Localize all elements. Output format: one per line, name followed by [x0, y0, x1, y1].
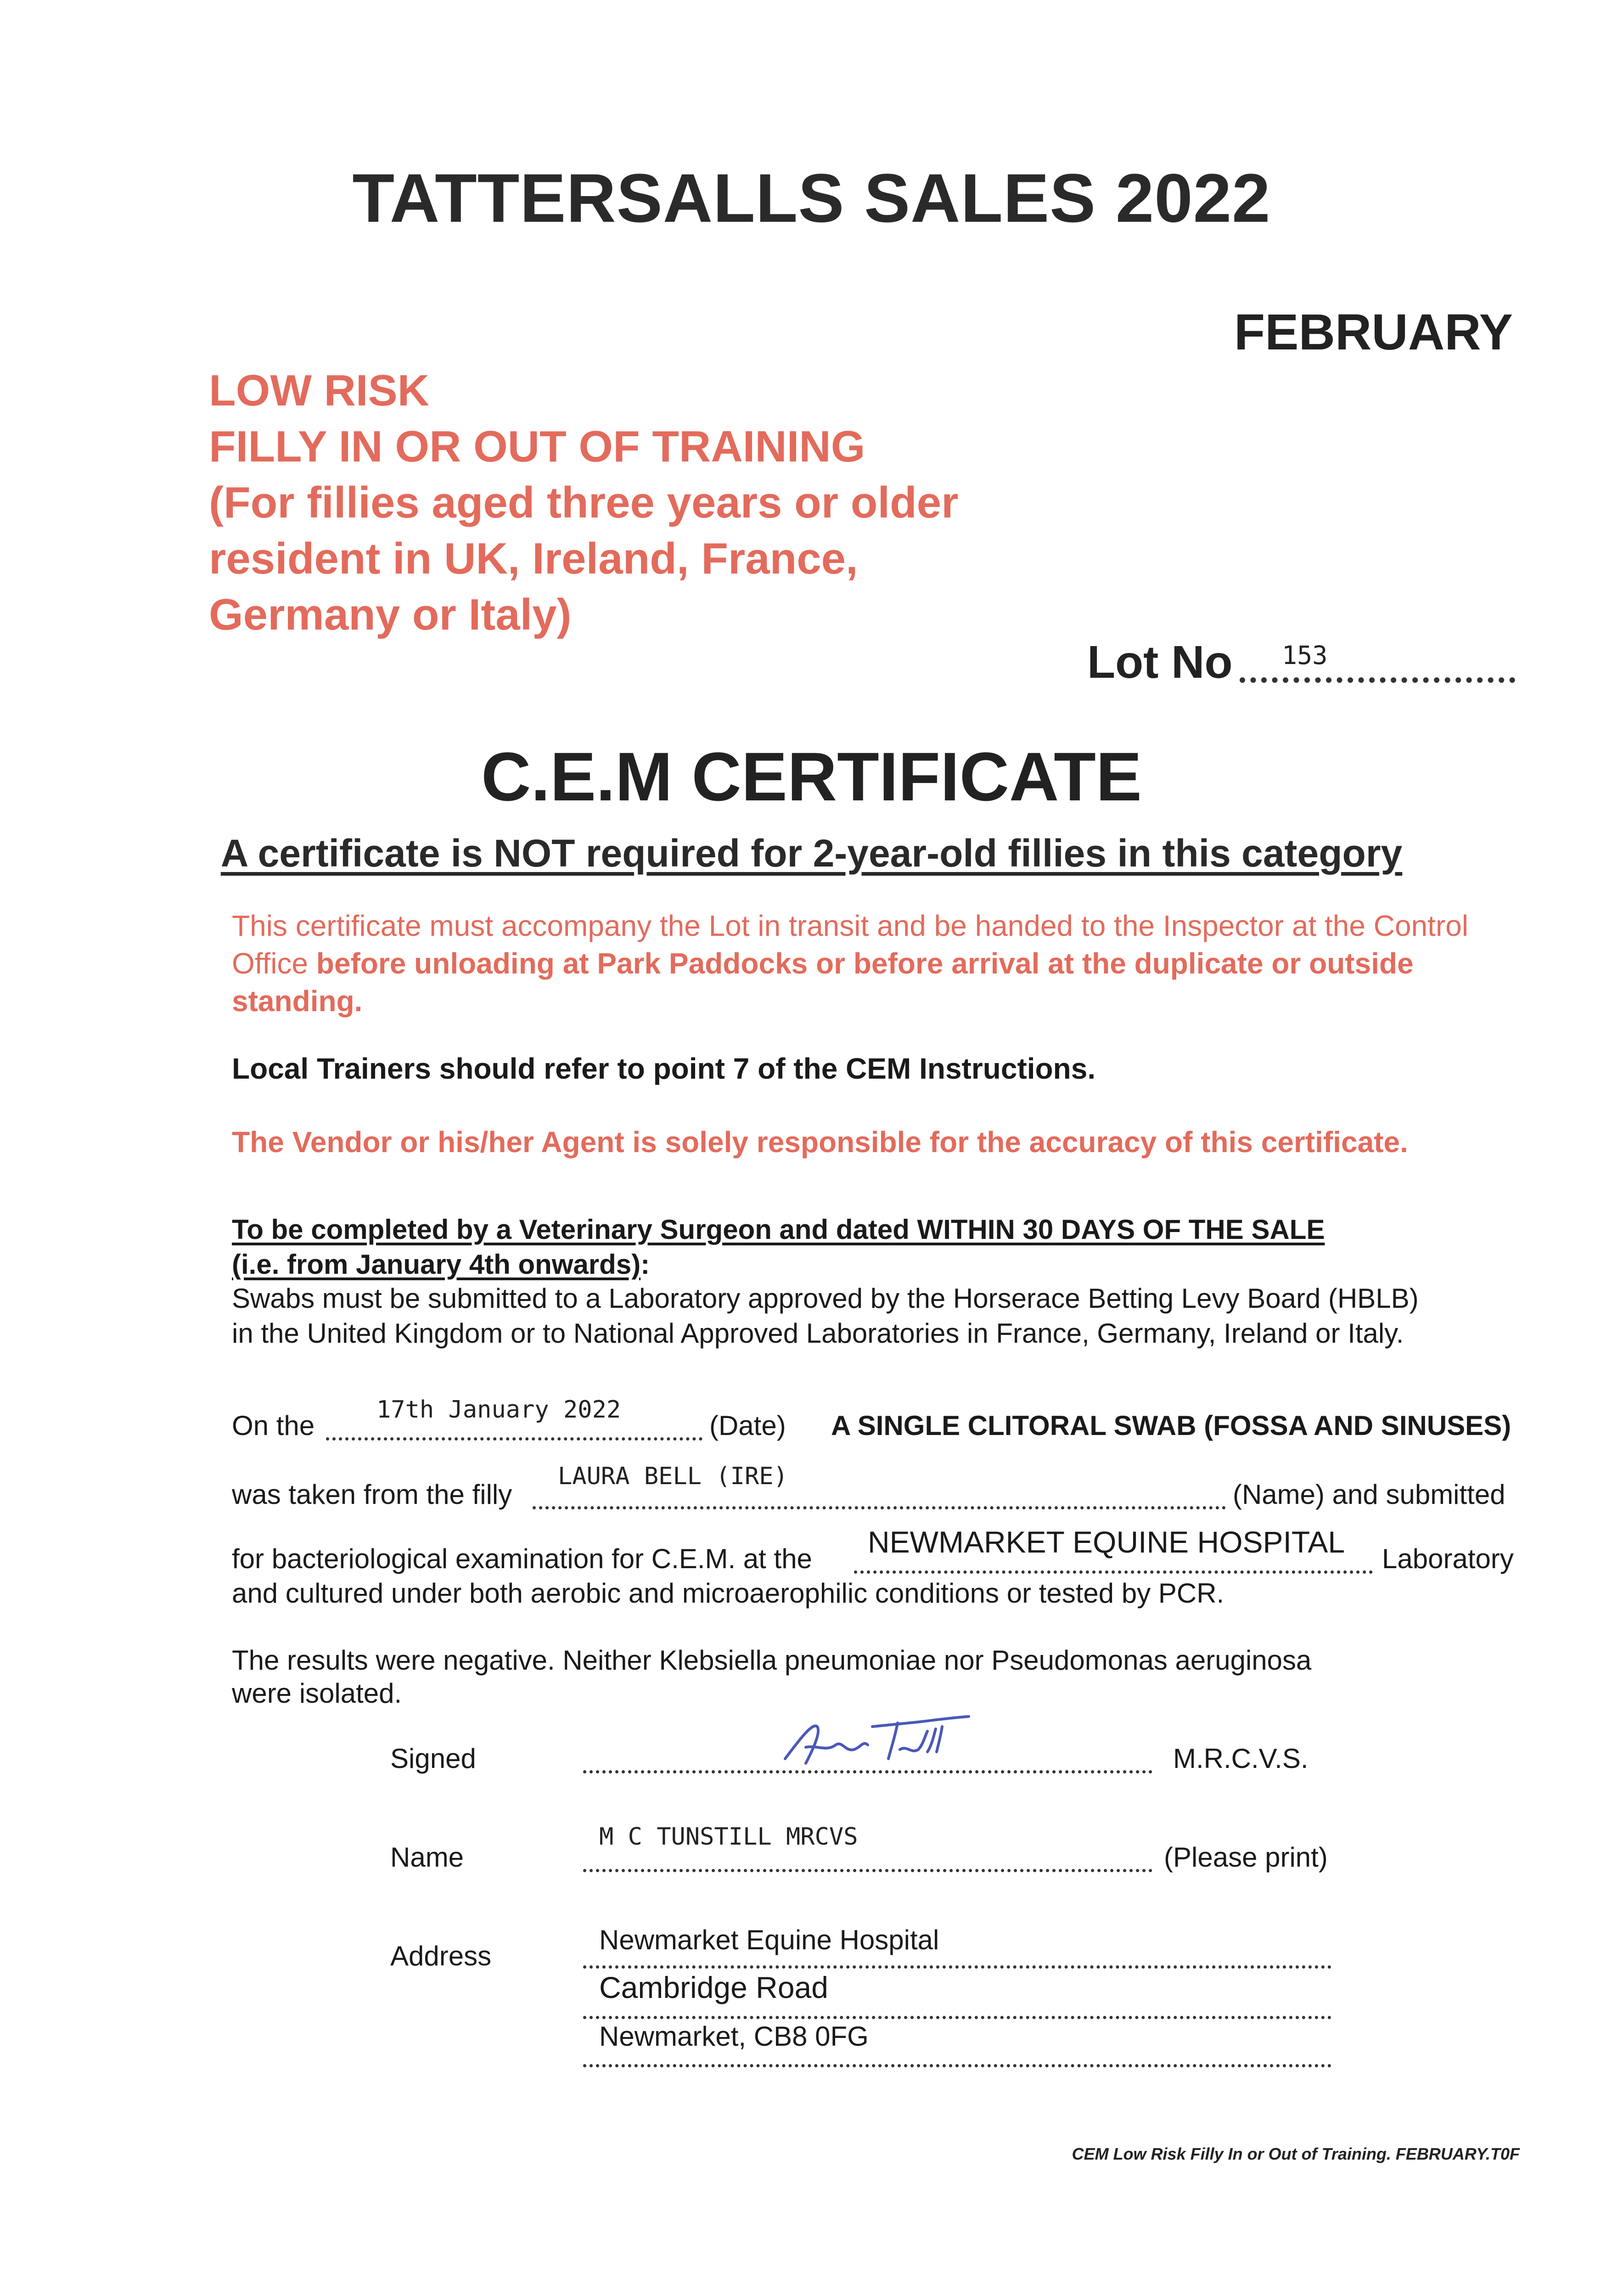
date-suffix: (Date): [709, 1410, 786, 1441]
trainers-note: Local Trainers should refer to point 7 of the CEM Instructions.: [232, 1052, 1096, 1085]
vet-name-label: Name: [390, 1842, 464, 1873]
vet-heading-line: To be completed by a Veterinary Surgeon and dated WITHIN 30 DAYS OF THE SALE: [232, 1214, 1325, 1245]
category-line: LOW RISK: [209, 366, 429, 415]
address-field-line: [583, 2016, 1331, 2019]
vet-name-value: M C TUNSTILL MRCVS: [599, 1823, 858, 1851]
vet-name-field-line: [583, 1869, 1152, 1872]
instruction-emphasis: before unloading at Park Paddocks or before arrival at the duplicate or outside standing.: [232, 947, 1414, 1018]
swab-type: A SINGLE CLITORAL SWAB (FOSSA AND SINUSES): [831, 1410, 1511, 1441]
address-label: Address: [390, 1941, 492, 1971]
culture-statement: and cultured under both aerobic and microaerophilic conditions or tested by PCR.: [232, 1578, 1224, 1609]
address-line: Cambridge Road: [599, 1970, 828, 2004]
results-statement: [232, 1644, 1311, 1710]
vendor-note: The Vendor or his/her Agent is solely responsible for the accuracy of this certificate.: [232, 1125, 1408, 1159]
vet-signature: [781, 1708, 973, 1773]
category-line: Germany or Italy): [209, 590, 572, 639]
form-reference: CEM Low Risk Filly In or Out of Training. FEBRUARY.T0F: [1072, 2144, 1520, 2163]
vet-heading-colon: :: [640, 1249, 650, 1280]
category-line: FILLY IN OR OUT OF TRAINING: [209, 422, 865, 471]
mrcvs-label: M.R.C.V.S.: [1173, 1743, 1309, 1774]
print-hint: (Please print): [1164, 1842, 1328, 1873]
lab-suffix: Laboratory: [1382, 1543, 1514, 1574]
transit-instruction: [232, 907, 1494, 1020]
address-field-line: [583, 1965, 1331, 1969]
not-required-notice: A certificate is NOT required for 2-year-old fillies in this category: [220, 832, 1403, 875]
date-field-line: [326, 1437, 702, 1441]
lab-name-value: NEWMARKET EQUINE HOSPITAL: [868, 1525, 1345, 1559]
lot-field-line: [1240, 677, 1515, 683]
swabs-line: Swabs must be submitted to a Laboratory approved by the Horserace Betting Levy Board (HBLB): [232, 1283, 1419, 1314]
date-label: On the: [232, 1410, 315, 1441]
category-line: (For fillies aged three years or older: [209, 478, 959, 527]
vet-heading-line: (i.e. from January 4th onwards): [232, 1249, 641, 1280]
vet-section-heading: [232, 1212, 1325, 1282]
address-line: Newmarket Equine Hospital: [599, 1925, 939, 1955]
lab-field-line: [854, 1570, 1373, 1574]
swabs-requirement: [232, 1281, 1419, 1351]
results-line: were isolated.: [232, 1678, 402, 1709]
filly-label: was taken from the filly: [232, 1479, 512, 1510]
results-line: The results were negative. Neither Klebsiella pneumoniae nor Pseudomonas aeruginosa: [232, 1645, 1312, 1676]
document-title: TATTERSALLS SALES 2022: [352, 159, 1271, 236]
sale-month: FEBRUARY: [1234, 304, 1513, 360]
certificate-title: C.E.M CERTIFICATE: [481, 738, 1142, 815]
lot-label: Lot No: [1087, 636, 1233, 688]
address-line: Newmarket, CB8 0FG: [599, 2021, 869, 2052]
signed-label: Signed: [390, 1743, 476, 1774]
category-line: resident in UK, Ireland, France,: [209, 534, 858, 583]
address-field-line: [583, 2064, 1331, 2067]
lot-number-value: 153: [1282, 641, 1328, 670]
filly-suffix: (Name) and submitted: [1233, 1479, 1505, 1510]
lab-label: for bacteriological examination for C.E.M. at the: [232, 1543, 812, 1574]
category-block: [209, 363, 1127, 643]
instruction-text: This certificate must accompany the Lot in transit and be handed to the Inspector at the Control Office: [232, 909, 1469, 980]
filly-name-value: LAURA BELL (IRE): [558, 1463, 788, 1490]
filly-field-line: [533, 1506, 1226, 1509]
swabs-line: in the United Kingdom or to National Approved Laboratories in France, Germany, Ireland or Italy.: [232, 1318, 1404, 1349]
date-value: 17th January 2022: [376, 1396, 621, 1424]
